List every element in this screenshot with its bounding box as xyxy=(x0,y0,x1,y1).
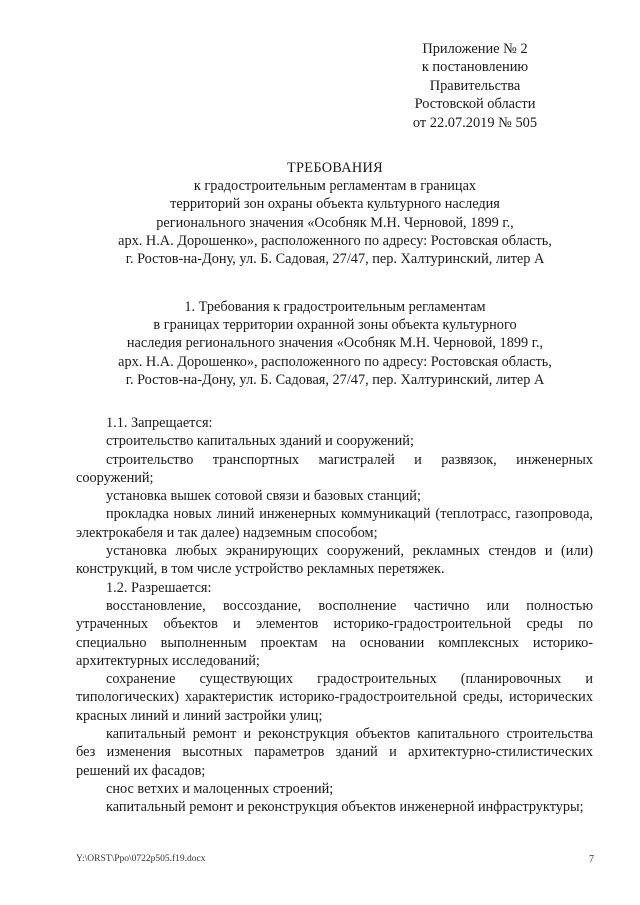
appendix-header xyxy=(385,40,565,132)
title-line: арх. Н.А. Дорошенко», расположенного по адресу: Ростовская область, xyxy=(118,232,552,249)
document-title xyxy=(96,159,574,268)
appendix-line: Приложение № 2 xyxy=(422,41,528,57)
permitted-item: восстановление, воссоздание, восполнение частично или полностью утраченных объектов и элементов историко-градостроительной среды по специально выполненным проектам на основании комплексных историко-архитектурных исследований; xyxy=(76,597,593,669)
prohibited-item: прокладка новых линий инженерных коммуникаций (теплотрасс, газопровода, электрокабеля и так далее) надземным способом; xyxy=(76,506,593,541)
permitted-item: капитальный ремонт и реконструкция объектов капитального строительства без изменения высотных параметров зданий и архитектурно-стилистических решений их фасадов; xyxy=(76,726,593,779)
title-line: к градостроительным регламентам в границах xyxy=(193,178,477,195)
title-heading: ТРЕБОВАНИЯ xyxy=(287,160,383,176)
title-line: г. Ростов-на-Дону, ул. Б. Садовая, 27/47, пер. Халтуринский, литер А xyxy=(125,251,545,268)
appendix-line: Ростовской области xyxy=(414,96,536,113)
prohibited-item: установка любых экранирующих сооружений, рекламных стендов и (или) конструкций, в том числе устройство рекламных перетяжек. xyxy=(76,543,593,578)
permitted-item: капитальный ремонт и реконструкция объектов инженерной инфраструктуры; xyxy=(106,799,584,816)
page-number: 7 xyxy=(589,854,594,865)
permitted-item: сохранение существующих градостроительных (планировочных и типологических) характеристик историко-градостроительной среды, исторических красных линий и линий застройки улиц; xyxy=(76,671,593,724)
permitted-item: снос ветхих и малоценных строений; xyxy=(106,780,334,797)
title-line: территорий зон охраны объекта культурного наследия xyxy=(170,196,500,213)
section-title-line: наследия регионального значения «Особняк М.Н. Черновой, 1899 г., xyxy=(126,335,544,352)
appendix-line: от 22.07.2019 № 505 xyxy=(412,114,538,131)
appendix-line: Правительства xyxy=(429,77,521,94)
section-title-line: в границах территории охранной зоны объекта культурного xyxy=(153,317,517,334)
prohibited-item: установка вышек сотовой связи и базовых станций; xyxy=(106,488,421,505)
section-1-title xyxy=(96,298,574,389)
section-title-line: г. Ростов-на-Дону, ул. Б. Садовая, 27/47, пер. Халтуринский, литер А xyxy=(125,371,545,388)
prohibited-item: строительство транспортных магистралей и развязок, инженерных сооружений; xyxy=(76,451,593,486)
subsection-heading-permitted: 1.2. Разрешается: xyxy=(106,579,212,596)
section-title-line: 1. Требования к градостроительным регламентам xyxy=(184,299,486,315)
subsection-heading-prohibited: 1.1. Запрещается: xyxy=(106,415,213,431)
prohibited-item: строительство капитальных зданий и сооружений; xyxy=(106,433,414,450)
appendix-line: к постановлению xyxy=(421,59,529,76)
section-title-line: арх. Н.А. Дорошенко», расположенного по адресу: Ростовская область, xyxy=(118,353,552,370)
title-line: регионального значения «Особняк М.Н. Черновой, 1899 г., xyxy=(156,214,514,231)
document-body xyxy=(76,414,593,817)
footer-file-path: Y:\ORST\Ppo\0722p505.f19.docx xyxy=(76,854,206,864)
